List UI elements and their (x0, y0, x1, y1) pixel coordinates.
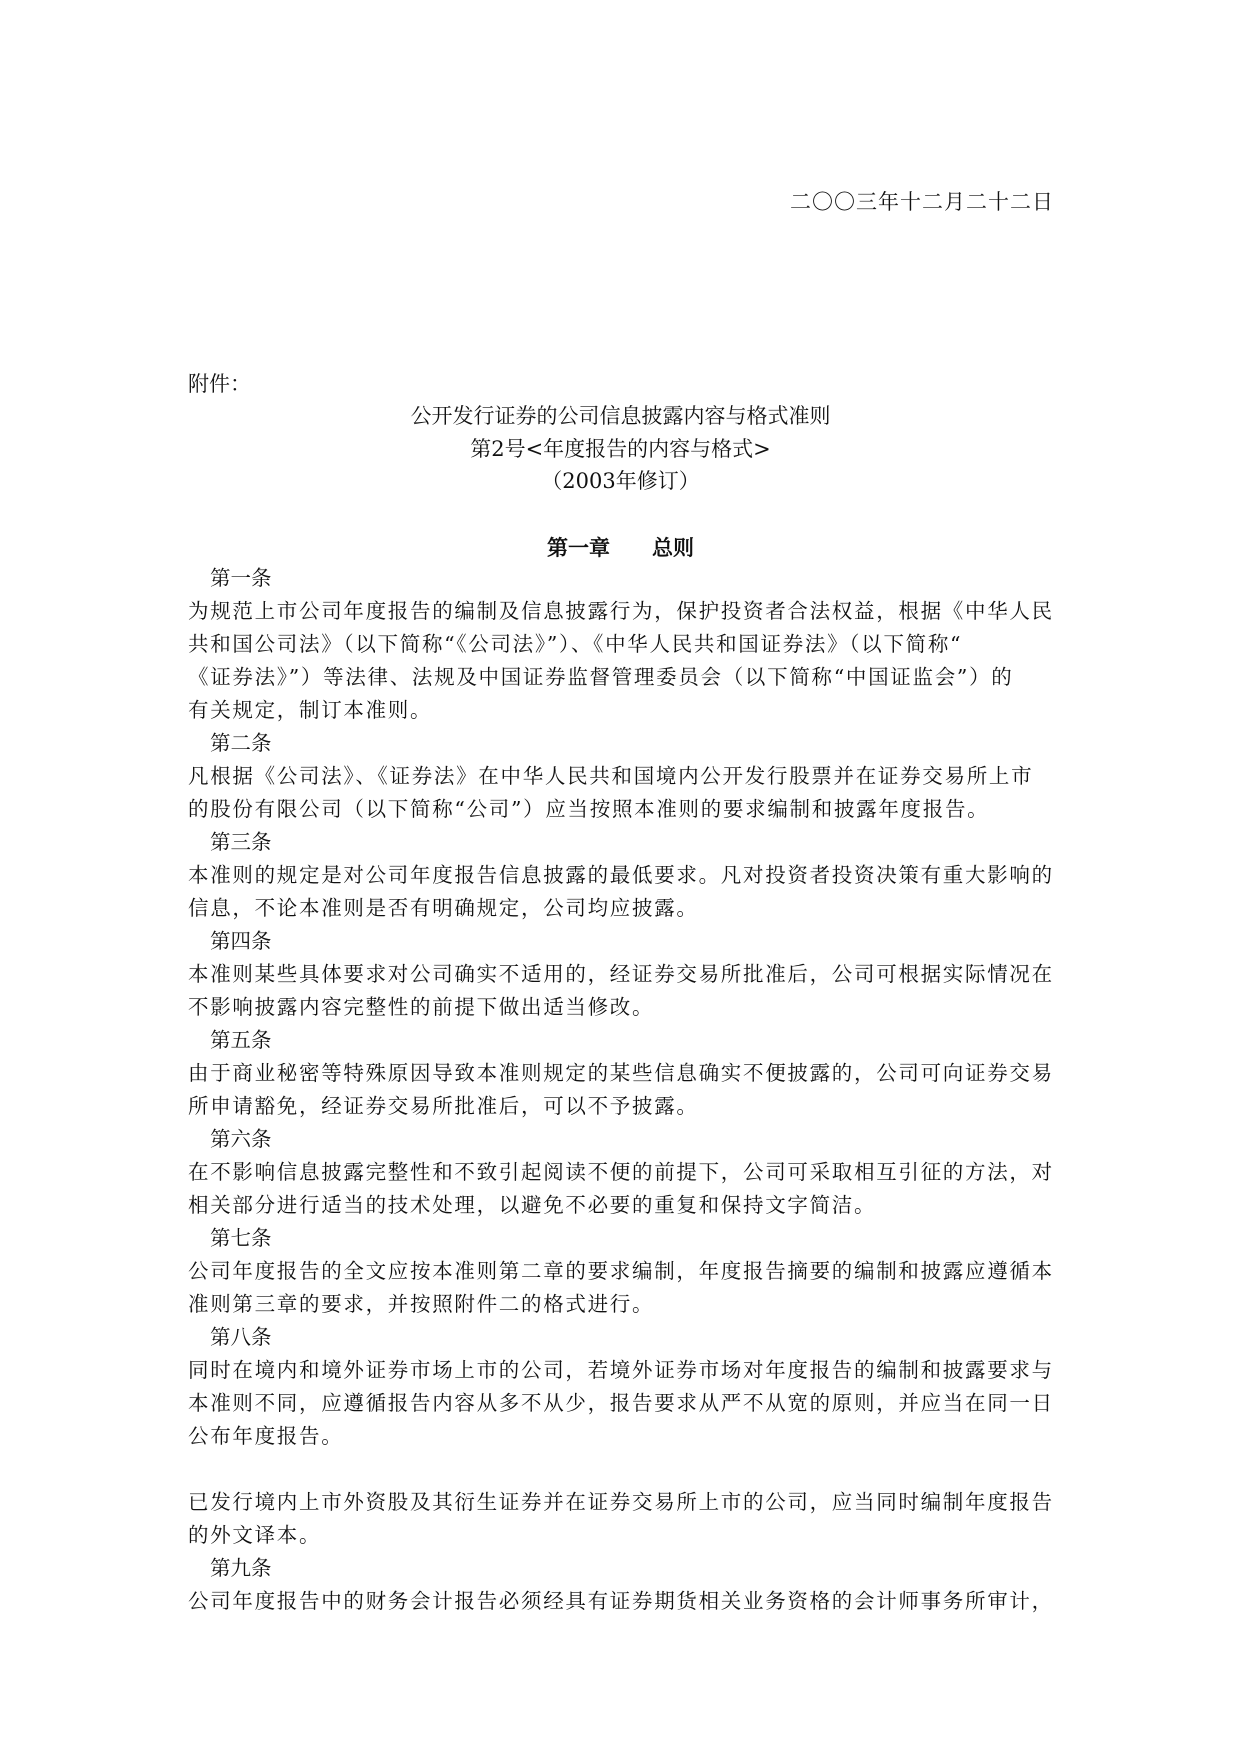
article-text-line: 所申请豁免，经证券交易所批准后，可以不予披露。 (188, 1094, 699, 1118)
article-text-line: 共和国公司法》（以下简称“《公司法》”）、《中华人民共和国证券法》（以下简称“ (188, 632, 963, 656)
revision-note: （2003年修订） (541, 469, 700, 493)
article-text-line: 的外文译本。 (188, 1523, 322, 1547)
document-body (188, 562, 1054, 1618)
article-heading: 第一条 (210, 566, 272, 590)
document-title: 公开发行证券的公司信息披露内容与格式准则 (410, 404, 831, 428)
article-text-line: 信息，不论本准则是否有明确规定，公司均应披露。 (188, 896, 699, 920)
article-heading: 第六条 (210, 1127, 272, 1151)
paragraph-gap (188, 1453, 1048, 1486)
article-text-line: 不影响披露内容完整性的前提下做出适当修改。 (188, 995, 655, 1019)
article-heading: 第九条 (210, 1556, 272, 1580)
article-text-line: 已发行境内上市外资股及其衍生证券并在证券交易所上市的公司，应当同时编制年度报告 (188, 1490, 1054, 1514)
article-heading: 第五条 (210, 1028, 272, 1052)
article-text-line: 准则第三章的要求，并按照附件二的格式进行。 (188, 1292, 655, 1316)
article-text-line: 的股份有限公司（以下简称“公司”）应当按照本准则的要求编制和披露年度报告。 (188, 797, 990, 821)
article-text-line: 公布年度报告。 (188, 1424, 344, 1448)
article-heading: 第七条 (210, 1226, 272, 1250)
attachment-label: 附件： (188, 372, 251, 396)
article-text-line: 为规范上市公司年度报告的编制及信息披露行为，保护投资者合法权益，根据《中华人民 (188, 599, 1054, 623)
article-text-line: 同时在境内和境外证券市场上市的公司，若境外证券市场对年度报告的编制和披露要求与 (188, 1358, 1054, 1382)
article-text-line: 《证券法》”）等法律、法规及中国证券监督管理委员会（以下简称“中国证监会”）的 (188, 665, 1014, 689)
article-heading: 第二条 (210, 731, 272, 755)
article-text-line: 公司年度报告的全文应按本准则第二章的要求编制，年度报告摘要的编制和披露应遵循本 (188, 1259, 1054, 1283)
article-text-line: 相关部分进行适当的技术处理，以避免不必要的重复和保持文字简洁。 (188, 1193, 877, 1217)
document-subtitle: 第2号<年度报告的内容与格式> (470, 437, 771, 461)
article-text-line: 公司年度报告中的财务会计报告必须经具有证券期货相关业务资格的会计师事务所审计， (188, 1589, 1054, 1613)
document-date: 二〇〇三年十二月二十二日 (790, 190, 1054, 214)
article-text-line: 由于商业秘密等特殊原因导致本准则规定的某些信息确实不便披露的，公司可向证券交易 (188, 1061, 1054, 1085)
article-text-line: 本准则的规定是对公司年度报告信息披露的最低要求。凡对投资者投资决策有重大影响的 (188, 863, 1054, 887)
article-heading: 第三条 (210, 830, 272, 854)
article-text-line: 凡根据《公司法》、《证券法》在中华人民共和国境内公开发行股票并在证券交易所上市 (188, 764, 1034, 788)
article-text-line: 本准则不同，应遵循报告内容从多不从少，报告要求从严不从宽的原则，并应当在同一日 (188, 1391, 1054, 1415)
article-heading: 第八条 (210, 1325, 272, 1349)
article-text-line: 有关规定，制订本准则。 (188, 698, 433, 722)
article-text-line: 本准则某些具体要求对公司确实不适用的，经证券交易所批准后，公司可根据实际情况在 (188, 962, 1054, 986)
article-heading: 第四条 (210, 929, 272, 953)
article-text-line: 在不影响信息披露完整性和不致引起阅读不便的前提下，公司可采取相互引征的方法，对 (188, 1160, 1054, 1184)
chapter-heading: 第一章 总则 (547, 535, 694, 560)
